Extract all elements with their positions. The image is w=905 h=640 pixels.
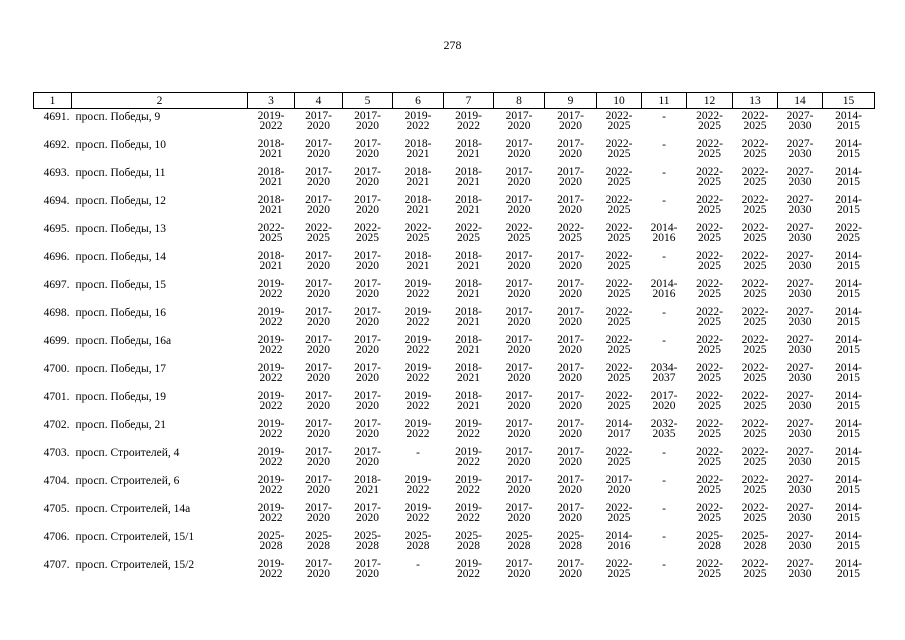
- period-cell: 2022- 2025: [741, 334, 769, 356]
- period-cell: 2018- 2021: [257, 194, 285, 216]
- period-cell: 2019- 2022: [455, 110, 482, 132]
- period-cell: 2017- 2020: [605, 474, 633, 496]
- period-cell: 2017- 2020: [557, 446, 584, 468]
- period-cell: 2022- 2025: [605, 362, 633, 384]
- column-header-2: 2: [72, 93, 248, 109]
- period-cell: 2022- 2025: [605, 502, 633, 524]
- period-cell: 2018- 2021: [455, 390, 482, 412]
- period-cell: 2022- 2025: [305, 222, 332, 244]
- period-cell: 2022- 2025: [696, 278, 723, 300]
- period-cell: 2022- 2025: [696, 110, 723, 132]
- period-cell: 2022- 2025: [696, 362, 723, 384]
- period-cell: 2022- 2025: [696, 446, 723, 468]
- period-cell: 2014- 2015: [835, 390, 862, 412]
- table-row: [34, 361, 875, 389]
- period-cell: 2022- 2025: [505, 222, 533, 244]
- period-cell: 2025- 2028: [505, 530, 533, 552]
- period-cell: 2022- 2025: [741, 166, 769, 188]
- period-cell: 2017- 2020: [505, 306, 533, 328]
- period-cell: 2019- 2022: [455, 446, 482, 468]
- period-cell: 2022- 2025: [605, 390, 633, 412]
- period-cell: 2022- 2025: [741, 418, 769, 440]
- period-cell: 2017- 2020: [305, 558, 332, 580]
- period-cell: 2027- 2030: [786, 194, 814, 216]
- period-cell: 2018- 2021: [455, 166, 482, 188]
- period-cell: 2019- 2022: [257, 334, 285, 356]
- period-cell: 2017- 2020: [650, 390, 678, 412]
- address-cell: просп. Победы, 12: [75, 195, 166, 207]
- row-number: 4698.: [43, 307, 70, 319]
- period-cell: 2027- 2030: [786, 278, 814, 300]
- period-cell: 2019- 2022: [404, 306, 432, 328]
- period-cell: 2019- 2022: [455, 558, 482, 580]
- period-cell: 2017- 2020: [354, 558, 381, 580]
- address-cell: просп. Победы, 16а: [75, 335, 172, 347]
- period-cell: 2014- 2016: [605, 530, 633, 552]
- period-cell: 2019- 2022: [257, 306, 285, 328]
- table-row: [34, 445, 875, 473]
- period-cell: 2017- 2020: [354, 194, 381, 216]
- row-number: 4704.: [43, 475, 70, 487]
- period-cell: 2022- 2025: [605, 194, 633, 216]
- period-cell: 2025- 2028: [741, 530, 769, 552]
- period-cell: 2017- 2020: [557, 194, 584, 216]
- table-row: [34, 473, 875, 501]
- period-cell: 2014- 2017: [605, 418, 633, 440]
- period-cell: 2017- 2020: [305, 502, 332, 524]
- period-cell: 2014- 2016: [650, 278, 678, 300]
- period-cell: 2017- 2020: [505, 278, 533, 300]
- period-cell: 2017- 2020: [354, 334, 381, 356]
- period-cell: 2014- 2015: [835, 530, 862, 552]
- period-cell: 2014- 2015: [835, 418, 862, 440]
- period-cell: 2019- 2022: [257, 418, 285, 440]
- period-cell: 2017- 2020: [354, 306, 381, 328]
- period-cell: 2017- 2020: [557, 474, 584, 496]
- period-cell: -: [416, 447, 420, 459]
- period-cell: -: [662, 167, 666, 179]
- period-cell: 2022- 2025: [696, 390, 723, 412]
- period-cell: 2017- 2020: [505, 250, 533, 272]
- period-cell: 2019- 2022: [257, 362, 285, 384]
- address-cell: просп. Победы, 10: [75, 139, 166, 151]
- address-cell: просп. Победы, 15: [75, 279, 166, 291]
- period-cell: 2017- 2020: [354, 362, 381, 384]
- period-cell: 2017- 2020: [557, 502, 584, 524]
- period-cell: 2019- 2022: [404, 362, 432, 384]
- period-cell: 2017- 2020: [305, 166, 332, 188]
- period-cell: 2019- 2022: [455, 502, 482, 524]
- row-number: 4695.: [43, 223, 70, 235]
- period-cell: 2017- 2020: [505, 362, 533, 384]
- period-cell: 2017- 2020: [557, 306, 584, 328]
- period-cell: 2022- 2025: [404, 222, 432, 244]
- period-cell: 2022- 2025: [741, 110, 769, 132]
- period-cell: 2022- 2025: [696, 502, 723, 524]
- period-cell: 2019- 2022: [257, 110, 285, 132]
- row-number: 4694.: [43, 195, 70, 207]
- period-cell: 2018- 2021: [455, 334, 482, 356]
- row-number: 4697.: [43, 279, 70, 291]
- period-cell: 2018- 2021: [455, 278, 482, 300]
- period-cell: 2017- 2020: [354, 138, 381, 160]
- address-cell: просп. Строителей, 4: [75, 447, 180, 459]
- period-cell: 2022- 2025: [696, 334, 723, 356]
- period-cell: 2017- 2020: [305, 306, 332, 328]
- period-cell: 2025- 2028: [696, 530, 723, 552]
- address-cell: просп. Победы, 17: [75, 363, 166, 375]
- column-header-14: 14: [778, 93, 823, 109]
- address-cell: просп. Победы, 11: [75, 167, 166, 179]
- period-cell: 2017- 2020: [354, 390, 381, 412]
- period-cell: 2018- 2021: [404, 166, 432, 188]
- period-cell: 2019- 2022: [404, 502, 432, 524]
- period-cell: 2017- 2020: [305, 138, 332, 160]
- period-cell: 2022- 2025: [741, 502, 769, 524]
- address-cell: просп. Победы, 9: [75, 111, 161, 123]
- period-cell: 2022- 2025: [741, 138, 769, 160]
- period-cell: 2022- 2025: [741, 474, 769, 496]
- period-cell: 2019- 2022: [455, 418, 482, 440]
- table-row: [34, 277, 875, 305]
- table-row: [34, 417, 875, 445]
- period-cell: 2017- 2020: [505, 558, 533, 580]
- period-cell: 2018- 2021: [354, 474, 381, 496]
- period-cell: 2014- 2016: [650, 222, 678, 244]
- period-cell: 2022- 2025: [741, 250, 769, 272]
- period-cell: 2017- 2020: [557, 250, 584, 272]
- table-row: [34, 249, 875, 277]
- column-header-15: 15: [823, 93, 875, 109]
- period-cell: 2014- 2015: [835, 194, 862, 216]
- period-cell: 2032- 2035: [650, 418, 678, 440]
- period-cell: 2019- 2022: [257, 278, 285, 300]
- period-cell: 2017- 2020: [505, 110, 533, 132]
- period-cell: 2018- 2021: [404, 138, 432, 160]
- address-cell: просп. Победы, 16: [75, 307, 166, 319]
- period-cell: 2017- 2020: [505, 194, 533, 216]
- period-cell: 2017- 2020: [557, 166, 584, 188]
- row-number: 4707.: [43, 559, 70, 571]
- period-cell: -: [662, 251, 666, 263]
- period-cell: 2017- 2020: [557, 418, 584, 440]
- period-cell: 2022- 2025: [605, 138, 633, 160]
- period-cell: 2014- 2015: [835, 110, 862, 132]
- period-cell: -: [662, 111, 666, 123]
- period-cell: -: [662, 335, 666, 347]
- period-cell: 2014- 2015: [835, 474, 862, 496]
- period-cell: -: [662, 307, 666, 319]
- period-cell: 2022- 2025: [605, 222, 633, 244]
- column-header-7: 7: [444, 93, 494, 109]
- period-cell: 2017- 2020: [505, 138, 533, 160]
- column-header-12: 12: [687, 93, 733, 109]
- period-cell: 2017- 2020: [557, 110, 584, 132]
- period-cell: 2027- 2030: [786, 502, 814, 524]
- period-cell: 2019- 2022: [257, 390, 285, 412]
- period-cell: 2019- 2022: [404, 334, 432, 356]
- period-cell: 2019- 2022: [404, 418, 432, 440]
- period-cell: 2017- 2020: [354, 502, 381, 524]
- period-cell: 2018- 2021: [455, 306, 482, 328]
- period-cell: 2027- 2030: [786, 334, 814, 356]
- period-cell: 2017- 2020: [557, 334, 584, 356]
- period-cell: 2018- 2021: [455, 362, 482, 384]
- table-row: [34, 557, 875, 585]
- period-cell: 2017- 2020: [505, 334, 533, 356]
- period-cell: 2027- 2030: [786, 110, 814, 132]
- period-cell: 2017- 2020: [354, 110, 381, 132]
- period-cell: 2022- 2025: [557, 222, 584, 244]
- period-cell: 2022- 2025: [741, 194, 769, 216]
- column-header-3: 3: [248, 93, 295, 109]
- period-cell: 2027- 2030: [786, 446, 814, 468]
- period-cell: 2027- 2030: [786, 558, 814, 580]
- period-cell: 2025- 2028: [455, 530, 482, 552]
- period-cell: 2014- 2015: [835, 250, 862, 272]
- period-cell: 2027- 2030: [786, 418, 814, 440]
- period-cell: 2018- 2021: [404, 194, 432, 216]
- period-cell: 2019- 2022: [455, 474, 482, 496]
- period-cell: 2017- 2020: [505, 390, 533, 412]
- period-cell: 2022- 2025: [741, 390, 769, 412]
- period-cell: 2025- 2028: [354, 530, 381, 552]
- address-cell: просп. Победы, 21: [75, 419, 166, 431]
- period-cell: 2017- 2020: [354, 250, 381, 272]
- period-cell: 2027- 2030: [786, 166, 814, 188]
- period-cell: 2027- 2030: [786, 306, 814, 328]
- period-cell: 2017- 2020: [354, 446, 381, 468]
- period-cell: 2017- 2020: [557, 362, 584, 384]
- period-cell: 2017- 2020: [354, 418, 381, 440]
- address-cell: просп. Победы, 13: [75, 223, 166, 235]
- column-header-9: 9: [545, 93, 597, 109]
- period-cell: 2022- 2025: [696, 474, 723, 496]
- period-cell: 2022- 2025: [605, 446, 633, 468]
- period-cell: 2018- 2021: [404, 250, 432, 272]
- period-cell: 2018- 2021: [455, 194, 482, 216]
- table-row: [34, 193, 875, 221]
- table-header-row: [34, 93, 875, 109]
- period-cell: 2025- 2028: [557, 530, 584, 552]
- period-cell: 2017- 2020: [305, 446, 332, 468]
- period-cell: 2014- 2015: [835, 306, 862, 328]
- row-number: 4692.: [43, 139, 70, 151]
- period-cell: 2017- 2020: [354, 166, 381, 188]
- period-cell: 2018- 2021: [455, 250, 482, 272]
- period-cell: -: [662, 447, 666, 459]
- column-header-1: 1: [34, 93, 72, 109]
- address-cell: просп. Победы, 14: [75, 251, 166, 263]
- period-cell: 2019- 2022: [404, 278, 432, 300]
- row-number: 4701.: [43, 391, 70, 403]
- period-cell: 2022- 2025: [455, 222, 482, 244]
- period-cell: 2017- 2020: [305, 194, 332, 216]
- period-cell: 2014- 2015: [835, 446, 862, 468]
- column-header-13: 13: [733, 93, 778, 109]
- period-cell: 2018- 2021: [455, 138, 482, 160]
- period-cell: 2017- 2020: [557, 138, 584, 160]
- period-cell: 2018- 2021: [257, 166, 285, 188]
- address-cell: просп. Строителей, 15/2: [75, 559, 195, 571]
- period-cell: 2014- 2015: [835, 278, 862, 300]
- period-cell: 2022- 2025: [696, 250, 723, 272]
- row-number: 4706.: [43, 531, 70, 543]
- period-cell: 2019- 2022: [257, 502, 285, 524]
- table-row: [34, 109, 875, 138]
- table-row: [34, 529, 875, 557]
- row-number: 4705.: [43, 503, 70, 515]
- period-cell: 2022- 2025: [696, 558, 723, 580]
- period-cell: -: [662, 559, 666, 571]
- period-cell: 2017- 2020: [557, 278, 584, 300]
- period-cell: 2022- 2025: [696, 418, 723, 440]
- period-cell: 2025- 2028: [257, 530, 285, 552]
- period-cell: 2025- 2028: [305, 530, 332, 552]
- period-cell: 2017- 2020: [305, 390, 332, 412]
- period-cell: 2019- 2022: [257, 474, 285, 496]
- period-cell: 2017- 2020: [305, 110, 332, 132]
- column-header-11: 11: [642, 93, 687, 109]
- period-cell: 2022- 2025: [741, 278, 769, 300]
- period-cell: 2027- 2030: [786, 390, 814, 412]
- period-cell: 2014- 2015: [835, 166, 862, 188]
- table-row: [34, 501, 875, 529]
- period-cell: 2022- 2025: [605, 558, 633, 580]
- period-cell: 2017- 2020: [305, 362, 332, 384]
- period-cell: 2022- 2025: [835, 222, 862, 244]
- period-cell: 2017- 2020: [505, 166, 533, 188]
- period-cell: 2022- 2025: [605, 110, 633, 132]
- period-cell: -: [416, 559, 420, 571]
- period-cell: 2022- 2025: [741, 306, 769, 328]
- period-cell: 2017- 2020: [305, 474, 332, 496]
- period-cell: -: [662, 195, 666, 207]
- period-cell: 2017- 2020: [557, 390, 584, 412]
- period-cell: 2022- 2025: [696, 166, 723, 188]
- row-number: 4702.: [43, 419, 70, 431]
- table-row: [34, 333, 875, 361]
- period-cell: 2017- 2020: [305, 334, 332, 356]
- row-number: 4699.: [43, 335, 70, 347]
- period-cell: 2017- 2020: [354, 278, 381, 300]
- column-header-10: 10: [597, 93, 642, 109]
- period-cell: 2017- 2020: [557, 558, 584, 580]
- schedule-table: [33, 92, 875, 585]
- period-cell: 2022- 2025: [696, 222, 723, 244]
- period-cell: 2027- 2030: [786, 530, 814, 552]
- period-cell: -: [662, 503, 666, 515]
- period-cell: 2027- 2030: [786, 250, 814, 272]
- period-cell: 2017- 2020: [505, 446, 533, 468]
- column-header-6: 6: [393, 93, 444, 109]
- period-cell: 2022- 2025: [696, 306, 723, 328]
- period-cell: 2019- 2022: [404, 390, 432, 412]
- period-cell: 2022- 2025: [741, 222, 769, 244]
- period-cell: 2022- 2025: [741, 362, 769, 384]
- period-cell: 2022- 2025: [741, 558, 769, 580]
- period-cell: -: [662, 139, 666, 151]
- address-cell: просп. Строителей, 14а: [75, 503, 191, 515]
- address-cell: просп. Победы, 19: [75, 391, 166, 403]
- page-number: 278: [443, 38, 462, 52]
- period-cell: 2014- 2015: [835, 558, 862, 580]
- period-cell: 2034- 2037: [650, 362, 678, 384]
- column-header-4: 4: [295, 93, 343, 109]
- table-row: [34, 137, 875, 165]
- period-cell: 2022- 2025: [605, 306, 633, 328]
- period-cell: 2017- 2020: [505, 502, 533, 524]
- period-cell: 2017- 2020: [505, 474, 533, 496]
- period-cell: 2014- 2015: [835, 502, 862, 524]
- period-cell: -: [662, 475, 666, 487]
- period-cell: 2022- 2025: [741, 446, 769, 468]
- period-cell: 2027- 2030: [786, 138, 814, 160]
- period-cell: 2022- 2025: [354, 222, 381, 244]
- table-row: [34, 389, 875, 417]
- row-number: 4693.: [43, 167, 70, 179]
- period-cell: 2022- 2025: [605, 166, 633, 188]
- column-header-5: 5: [343, 93, 393, 109]
- period-cell: 2014- 2015: [835, 362, 862, 384]
- period-cell: 2018- 2021: [257, 138, 285, 160]
- table-row: [34, 165, 875, 193]
- period-cell: 2022- 2025: [605, 334, 633, 356]
- table-body: [34, 109, 875, 586]
- address-cell: просп. Строителей, 6: [75, 475, 180, 487]
- period-cell: 2019- 2022: [257, 446, 285, 468]
- period-cell: 2019- 2022: [257, 558, 285, 580]
- period-cell: 2019- 2022: [404, 474, 432, 496]
- row-number: 4696.: [43, 251, 70, 263]
- row-number: 4691.: [43, 111, 70, 123]
- table-row: [34, 305, 875, 333]
- period-cell: 2017- 2020: [305, 278, 332, 300]
- period-cell: 2022- 2025: [605, 278, 633, 300]
- period-cell: 2027- 2030: [786, 362, 814, 384]
- period-cell: 2027- 2030: [786, 222, 814, 244]
- period-cell: 2018- 2021: [257, 250, 285, 272]
- row-number: 4703.: [43, 447, 70, 459]
- period-cell: 2022- 2025: [696, 138, 723, 160]
- period-cell: 2014- 2015: [835, 138, 862, 160]
- period-cell: 2017- 2020: [305, 418, 332, 440]
- period-cell: -: [662, 531, 666, 543]
- period-cell: 2017- 2020: [505, 418, 533, 440]
- table-row: [34, 221, 875, 249]
- period-cell: 2022- 2025: [696, 194, 723, 216]
- period-cell: 2025- 2028: [404, 530, 432, 552]
- period-cell: 2022- 2025: [605, 250, 633, 272]
- period-cell: 2022- 2025: [257, 222, 285, 244]
- column-header-8: 8: [494, 93, 545, 109]
- row-number: 4700.: [43, 363, 70, 375]
- period-cell: 2017- 2020: [305, 250, 332, 272]
- period-cell: 2014- 2015: [835, 334, 862, 356]
- address-cell: просп. Строителей, 15/1: [75, 531, 195, 543]
- period-cell: 2019- 2022: [404, 110, 432, 132]
- period-cell: 2027- 2030: [786, 474, 814, 496]
